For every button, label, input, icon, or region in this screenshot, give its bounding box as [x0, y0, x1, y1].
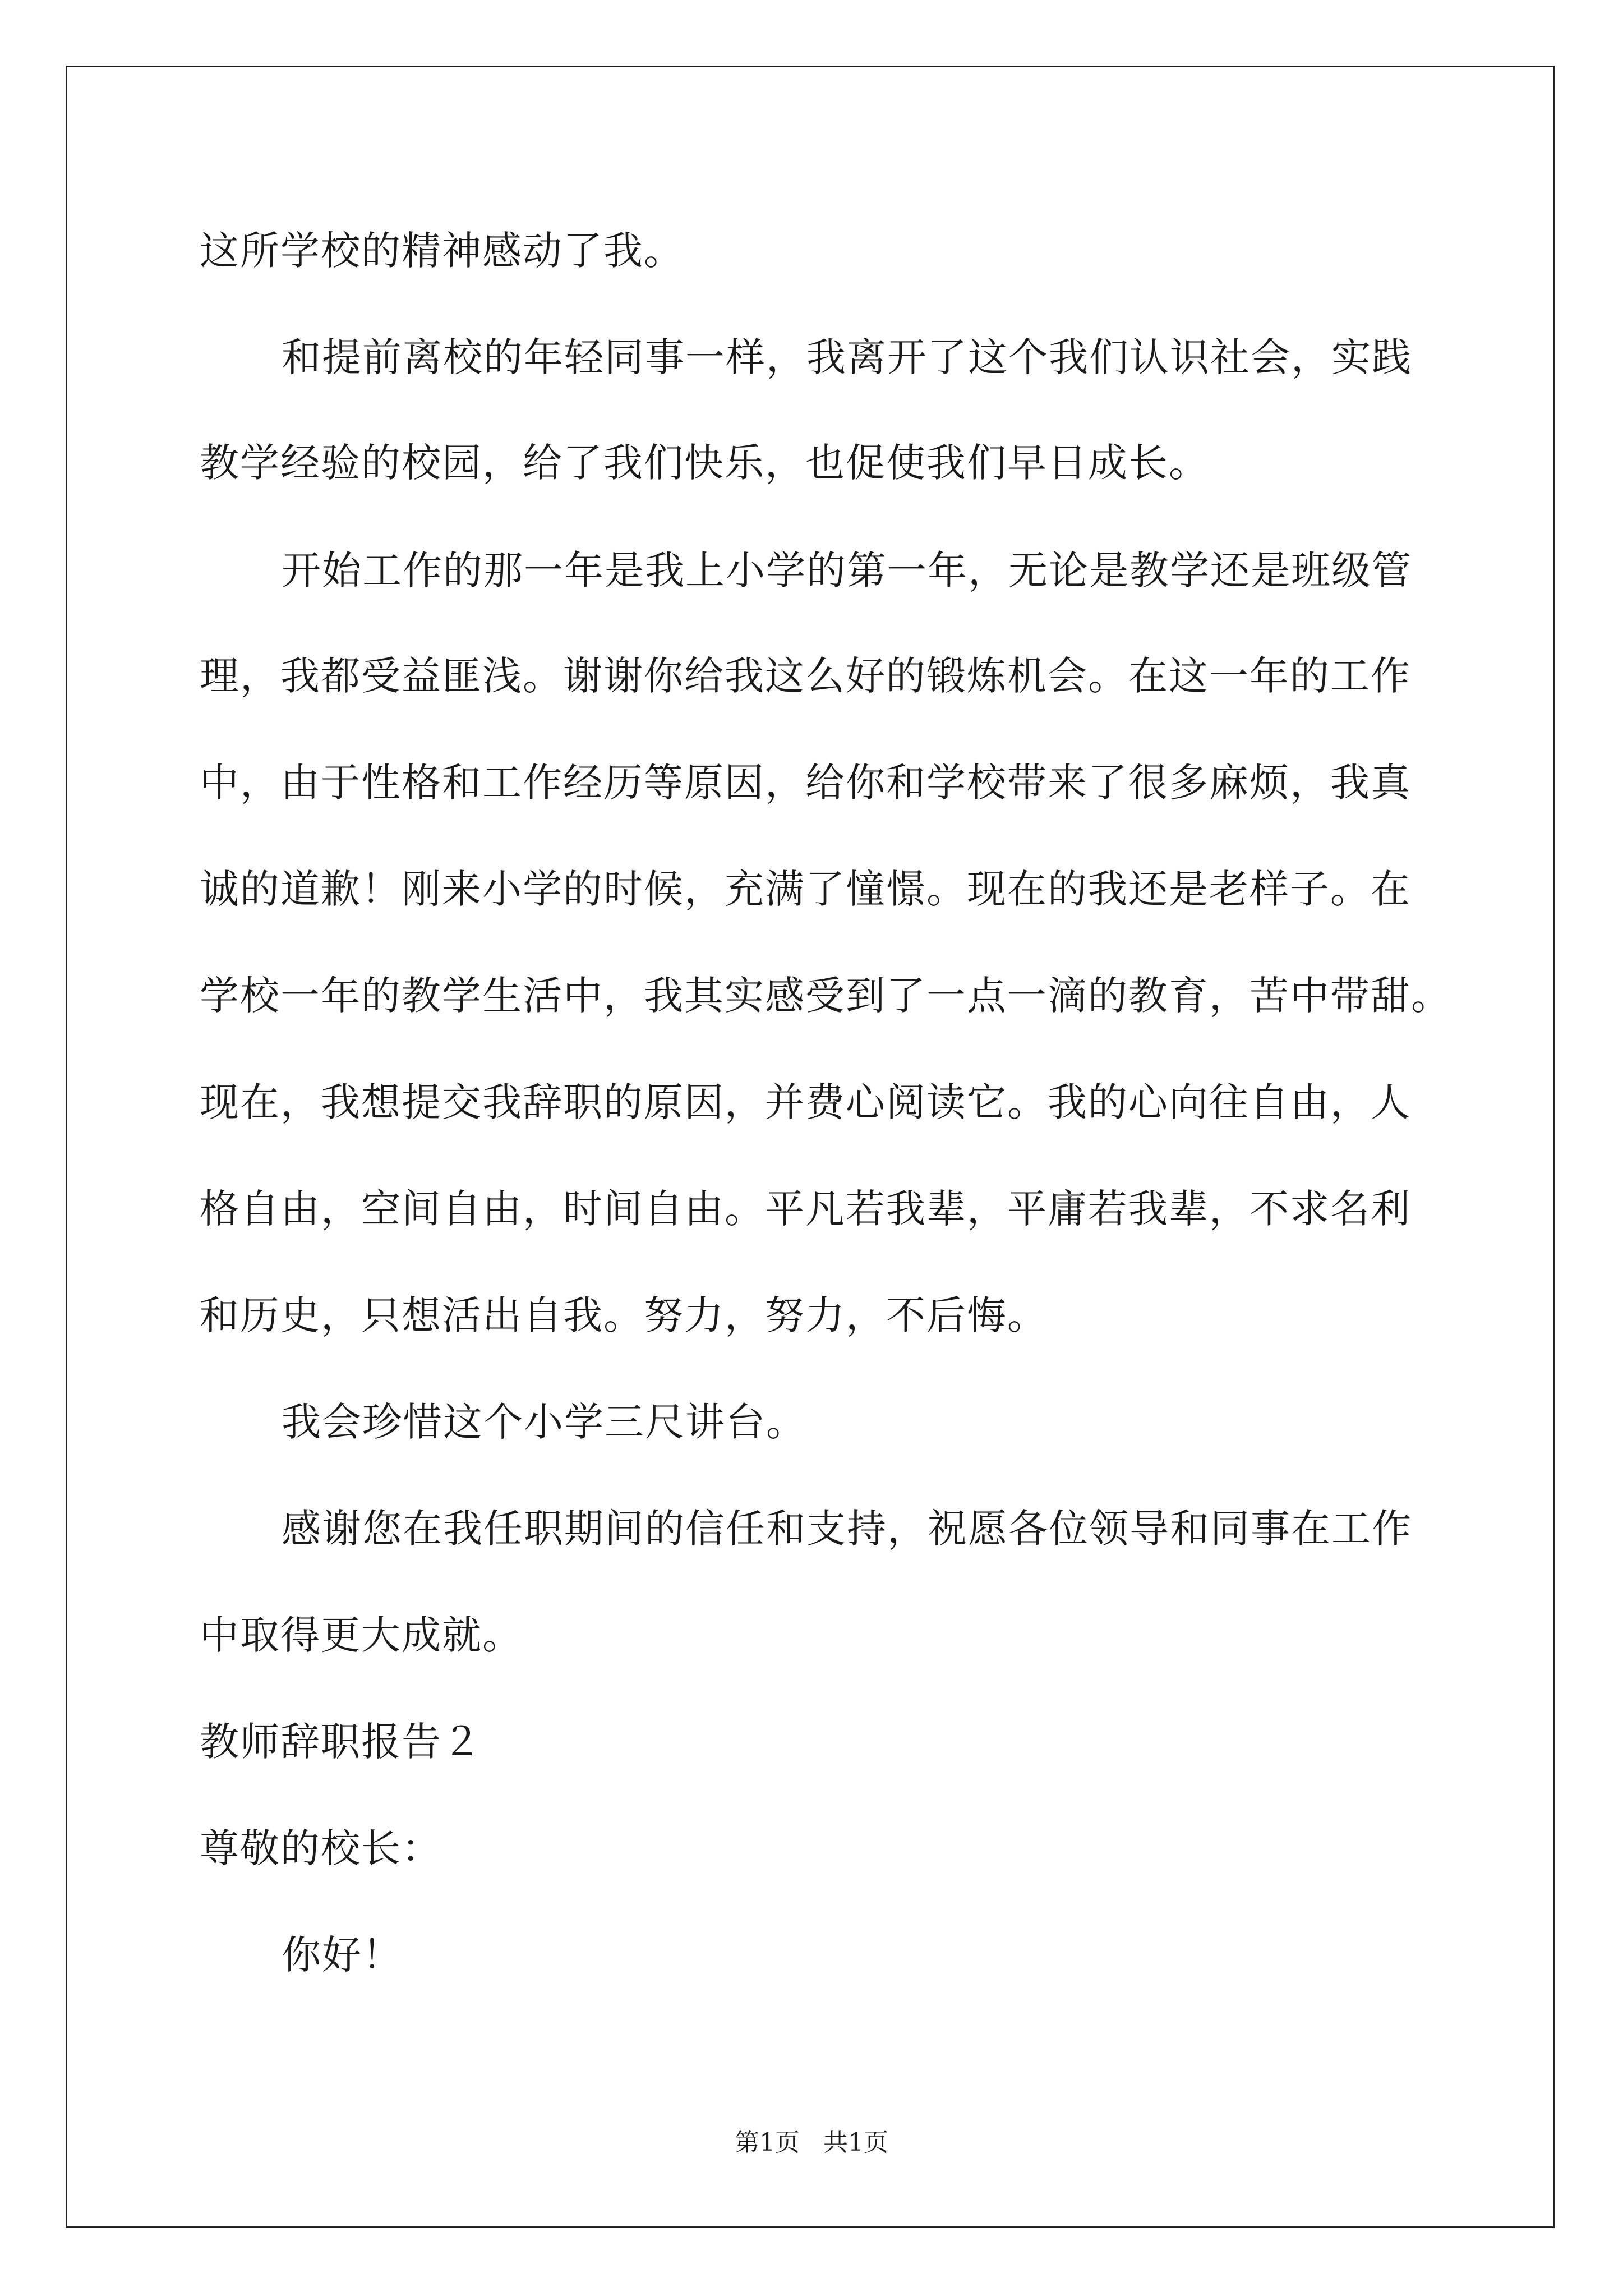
paragraph-line: 这所学校的精神感动了我。	[200, 228, 684, 274]
page-footer: 第1页 共1页	[735, 2128, 888, 2157]
paragraph-line: 格自由，空间自由，时间自由。平凡若我辈，平庸若我辈，不求名利	[200, 1186, 1411, 1232]
paragraph-line: 中，由于性格和工作经历等原因，给你和学校带来了很多麻烦，我真	[200, 760, 1411, 806]
paragraph-line: 和提前离校的年轻同事一样，我离开了这个我们认识社会，实践	[282, 334, 1412, 380]
salutation: 尊敬的校长：	[200, 1825, 442, 1871]
paragraph-line: 开始工作的那一年是我上小学的第一年，无论是教学还是班级管	[282, 547, 1412, 593]
page-border	[66, 66, 1555, 2228]
paragraph-line: 中取得更大成就。	[200, 1612, 523, 1658]
paragraph-line: 感谢您在我任职期间的信任和支持，祝愿各位领导和同事在工作	[282, 1506, 1412, 1552]
paragraph-line: 和历史，只想活出自我。努力，努力，不后悔。	[200, 1292, 1048, 1338]
section-title: 教师辞职报告２	[200, 1719, 482, 1765]
greeting: 你好！	[282, 1932, 403, 1978]
paragraph-line: 我会珍惜这个小学三尺讲台。	[282, 1399, 806, 1445]
paragraph-line: 教学经验的校园，给了我们快乐，也促使我们早日成长。	[200, 440, 1209, 486]
paragraph-line: 诚的道歉！刚来小学的时候，充满了憧憬。现在的我还是老样子。在	[200, 866, 1411, 912]
paragraph-line: 学校一年的教学生活中，我其实感受到了一点一滴的教育，苦中带甜。	[200, 973, 1451, 1019]
paragraph-line: 现在，我想提交我辞职的原因，并费心阅读它。我的心向往自由，人	[200, 1079, 1411, 1125]
paragraph-line: 理，我都受益匪浅。谢谢你给我这么好的锻炼机会。在这一年的工作	[200, 653, 1411, 699]
